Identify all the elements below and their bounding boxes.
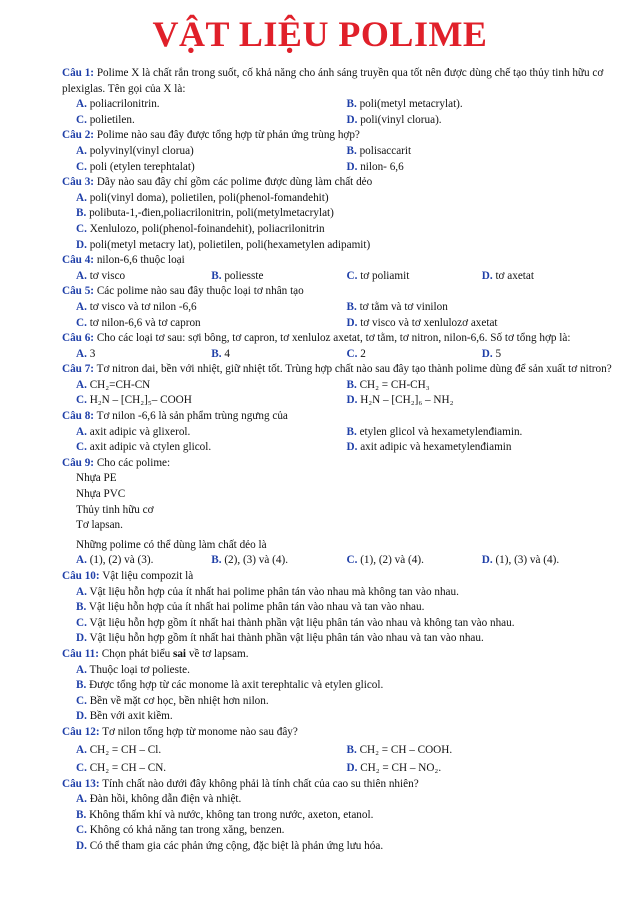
- option-c[interactable]: C. (1), (2) và (4).: [346, 554, 424, 567]
- option-d[interactable]: D. 5: [481, 347, 502, 360]
- question-number: Câu 13:: [62, 777, 100, 790]
- question-4: [62, 253, 617, 269]
- option-a[interactable]: A. polyvinyl(vinyl clorua): [76, 144, 194, 157]
- option-d[interactable]: D. nilon- 6,6: [346, 160, 404, 173]
- option-d[interactable]: D. (1), (3) và (4).: [481, 554, 560, 567]
- polymer-item: Tơ lapsan.: [76, 519, 123, 532]
- question-keyword: sai: [172, 647, 187, 660]
- question-number: Câu 4:: [62, 254, 95, 267]
- question-text: Vật liệu compozit là: [102, 570, 194, 582]
- question-number: Câu 7:: [62, 363, 95, 376]
- option-c[interactable]: C. poli (etylen terephtalat): [76, 160, 195, 173]
- question-5: [62, 284, 617, 300]
- option-b[interactable]: B. Được tổng hợp từ các monome là axit terephtalic và etylen glicol.: [76, 679, 384, 692]
- question-text: Cho các polime:: [96, 456, 171, 469]
- question-13: [62, 777, 617, 793]
- option-c[interactable]: C. Bền về mặt cơ học, bền nhiệt hơn nilon.: [76, 694, 269, 707]
- options: [62, 97, 617, 128]
- question-text: Tơ nilon tổng hợp từ monome nào sau đây?: [102, 725, 298, 738]
- options: [62, 347, 617, 363]
- options: [62, 300, 617, 331]
- question-number: Câu 10:: [62, 570, 100, 582]
- question-12: [62, 725, 617, 741]
- question-text: Các polime nào sau đây thuộc loại tơ nhân tạo: [96, 285, 304, 298]
- option-a[interactable]: A. tơ visco và tơ nilon -6,6: [76, 300, 197, 313]
- option-a[interactable]: A. axit adipic và glixerol.: [76, 425, 191, 438]
- options: [62, 741, 617, 777]
- option-b[interactable]: B. 4: [211, 347, 230, 360]
- options: [62, 585, 617, 647]
- question-text: Polime nào sau đây được tổng hợp từ phản ứng trùng hợp?: [96, 129, 360, 142]
- option-a[interactable]: A. 3: [76, 347, 96, 360]
- question-text-end: về tơ lapsam.: [186, 647, 249, 660]
- option-b[interactable]: B. poliesste: [211, 269, 264, 282]
- option-a[interactable]: A. poli(vinyl doma), polietilen, poli(phenol-fomandehit): [76, 191, 329, 204]
- options: [62, 269, 617, 285]
- option-a[interactable]: A. CH₂=CH-CN: [76, 378, 151, 391]
- question-text: Chọn phát biểu: [101, 647, 173, 660]
- question-11: [62, 647, 617, 663]
- options: [62, 663, 617, 725]
- option-b[interactable]: B. CH₂ = CH-CH₃: [346, 378, 430, 391]
- question-7: [62, 362, 617, 378]
- question-number: Câu 3:: [62, 176, 95, 189]
- question-3: [62, 175, 617, 191]
- option-a[interactable]: A. Thuộc loại tơ polieste.: [76, 663, 190, 676]
- question-2: [62, 128, 617, 144]
- options: [62, 144, 617, 175]
- option-b[interactable]: B. CH₂ = CH – COOH.: [346, 743, 453, 756]
- option-c[interactable]: C. tơ poliamit: [346, 269, 410, 282]
- question-8: [62, 409, 617, 425]
- option-b[interactable]: B. tơ tằm và tơ vinilon: [346, 300, 448, 313]
- option-b[interactable]: B. polisaccarit: [346, 144, 412, 157]
- options: [62, 378, 617, 409]
- option-d[interactable]: D. H₂N – [CH₂]₆ – NH₂: [346, 394, 454, 407]
- question-number: Câu 8:: [62, 410, 95, 423]
- option-c[interactable]: C. Vật liệu hỗn hợp gồm ít nhất hai thành phần vật liệu phân tán vào nhau và không tan vào nhau.: [76, 616, 515, 629]
- question-6: [62, 331, 617, 347]
- option-d[interactable]: D. Có thể tham gia các phản ứng cộng, đặc biệt là phản ứng lưu hóa.: [76, 839, 384, 852]
- question-text: Polime X là chất rắn trong suốt, cố khả năng cho ánh sáng truyền qua tốt nên được dùng chế tạo thủy tinh hữu cơ plexiglas. Tên gọi của X là:: [62, 67, 604, 95]
- options: [62, 792, 617, 854]
- option-b[interactable]: B. polibuta-1,-đien,poliacrilonitrin, poli(metylmetacrylat): [76, 207, 334, 220]
- option-d[interactable]: D. tơ axetat: [481, 269, 534, 282]
- question-text: nilon-6,6 thuộc loại: [96, 254, 185, 267]
- question-10: [62, 569, 617, 585]
- polymer-item: Thủy tinh hữu cơ: [76, 503, 154, 516]
- option-c[interactable]: C. H₂N – [CH₂]₅– COOH: [76, 394, 192, 407]
- option-c[interactable]: C. Không có khả năng tan trong xăng, benzen.: [76, 824, 285, 837]
- polymer-item: Nhựa PVC: [76, 488, 126, 501]
- options: [62, 553, 617, 569]
- question-number: Câu 6:: [62, 332, 95, 345]
- page-title: VẬT LIỆU POLIME: [152, 14, 488, 54]
- question-text: Dãy nào sau đây chỉ gồm các polime được dùng làm chất dẻo: [96, 176, 373, 189]
- question-list: [62, 66, 617, 855]
- option-a[interactable]: A. poliacrilonitrin.: [76, 98, 160, 111]
- option-d[interactable]: D. Vật liệu hỗn hợp gồm ít nhất hai thành phần vật liệu phân tán vào nhau và tan vào nhau.: [76, 632, 484, 645]
- option-a[interactable]: A. tơ visco: [76, 269, 126, 282]
- option-a[interactable]: A. Vật liệu hỗn hợp của ít nhất hai polime phân tán vào nhau mà không tan vào nhau.: [76, 585, 459, 598]
- option-c[interactable]: C. Xenlulozo, poli(phenol-foinandehit), poliacrilonitrin: [76, 222, 325, 235]
- question-1: [62, 66, 617, 97]
- option-d[interactable]: D. poli(vinyl clorua).: [346, 113, 442, 126]
- option-d[interactable]: D. CH₂ = CH – NO₂.: [346, 761, 442, 774]
- question-9: [62, 456, 617, 472]
- question-text: Tơ nilon -6,6 là sản phẩm trùng ngưng của: [96, 410, 288, 423]
- option-a[interactable]: A. CH₂ = CH – Cl.: [76, 743, 162, 756]
- options: [62, 425, 617, 456]
- option-d[interactable]: D. Bền với axit kiềm.: [76, 710, 173, 723]
- question-number: Câu 5:: [62, 285, 95, 298]
- option-d[interactable]: D. poli(metyl metacry lat), polietilen, poli(hexametylen adipamit): [76, 238, 371, 251]
- question-text: Cho các loại tơ sau: sợi bông, tơ capron, tơ xenluloz axetat, tơ tằm, tơ nitron, nilon-6,6. Số tơ tổng hợp là:: [96, 332, 571, 345]
- option-a[interactable]: A. Đàn hồi, không dẫn điện và nhiệt.: [76, 793, 242, 806]
- option-d[interactable]: D. axit adipic và hexametylenđiamin: [346, 441, 512, 454]
- option-b[interactable]: B. (2), (3) và (4).: [211, 554, 288, 567]
- option-b[interactable]: B. Không thấm khí và nước, không tan trong nước, axeton, etanol.: [76, 808, 374, 821]
- question-number: Câu 9:: [62, 456, 95, 469]
- option-c[interactable]: C. CH₂ = CH – CN.: [76, 761, 167, 774]
- option-c[interactable]: C. polietilen.: [76, 113, 135, 126]
- question-text: Tính chất nào dưới đây không phải là tính chất của cao su thiên nhiên?: [102, 777, 419, 790]
- option-c[interactable]: C. axit adipic và ctylen glicol.: [76, 441, 212, 454]
- question-number: Câu 1:: [62, 67, 95, 79]
- question-number: Câu 2:: [62, 129, 95, 142]
- option-c[interactable]: C. tơ nilon-6,6 và tơ capron: [76, 316, 201, 329]
- options: [62, 191, 617, 253]
- question-number: Câu 11:: [62, 647, 99, 660]
- question-text: Tơ nitron dai, bền với nhiệt, giữ nhiệt tốt. Trùng hợp chất nào sau đây tạo thành polime dùng để sản xuất tơ nitron?: [96, 363, 612, 376]
- option-d[interactable]: D. tơ visco và tơ xenlulozơ axetat: [346, 316, 498, 329]
- option-b[interactable]: B. poli(metyl metacrylat).: [346, 98, 463, 111]
- question-number: Câu 12:: [62, 725, 100, 738]
- option-a[interactable]: A. (1), (2) và (3).: [76, 554, 154, 567]
- polymer-item: Nhựa PE: [76, 472, 117, 485]
- option-b[interactable]: B. etylen glicol và hexametylenđiamin.: [346, 425, 523, 438]
- option-b[interactable]: B. Vật liệu hỗn hợp của ít nhất hai polime phân tán vào nhau và tan vào nhau.: [76, 601, 425, 614]
- question-prompt: Những polime có thể dùng làm chất dẻo là: [76, 538, 267, 551]
- option-c[interactable]: C. 2: [346, 347, 366, 360]
